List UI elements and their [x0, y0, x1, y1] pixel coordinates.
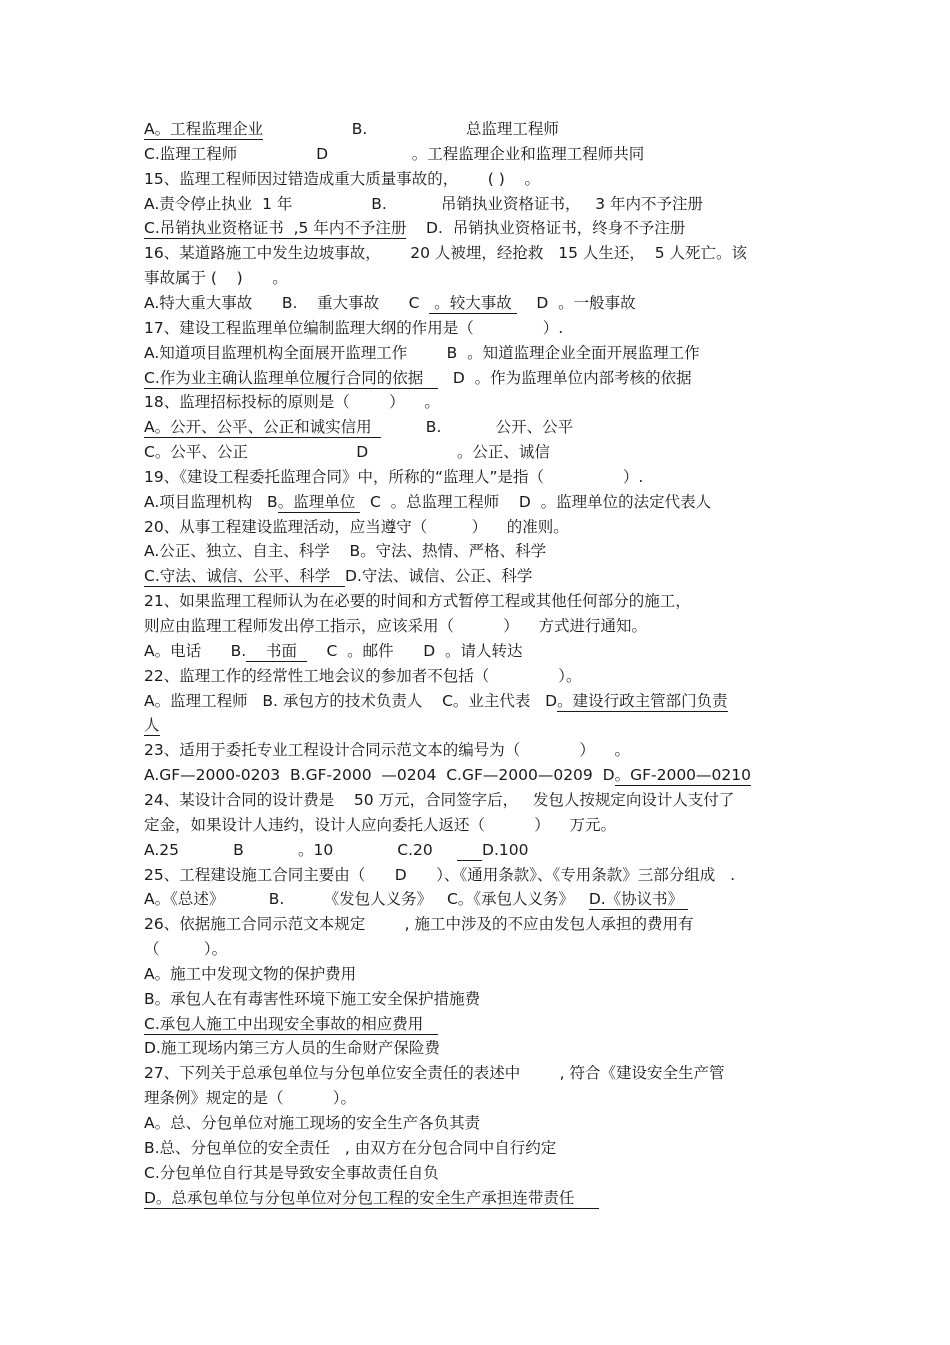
line-text: D. 吊销执业资格证书，终身不予注册 [406, 219, 686, 238]
underlined-answer: C.承包人施工中出现安全事故的相应费用 [144, 1014, 439, 1033]
line-text: D 。一般事故 [516, 293, 636, 312]
underlined-answer: 。监理单位 [277, 492, 361, 511]
text-line [144, 465, 814, 490]
underlined-answer: D。总承包单位与分包单位对分包工程的安全生产承担连带责任 [144, 1188, 600, 1207]
underlined-answer: 书面 [246, 641, 307, 660]
line-text: 17、建设工程监理单位编制监理大纲的作用是（ ）. [144, 318, 564, 337]
text-line [144, 987, 814, 1012]
line-text: 27、下列关于总承包单位与分包单位安全责任的表述中 , 符合《建设安全生产管 [144, 1064, 725, 1083]
text-line [144, 713, 814, 738]
text-line [144, 142, 814, 167]
line-text: 18、监理招标投标的原则是（ ） 。 [144, 393, 440, 412]
text-line [144, 1186, 814, 1211]
line-text: 25、工程建设施工合同主要由（ D ）、《通用条款》、《专用条款》三部分组成 . [144, 865, 735, 884]
line-text: 19、《建设工程委托监理合同》中，所称的“监理人”是指（ ）. [144, 467, 644, 486]
text-line [144, 366, 814, 391]
line-text: 26、依据施工合同示范文本规定 , 施工中涉及的不应由发包人承担的费用有 [144, 915, 694, 934]
underlined-answer: C.吊销执业资格证书 ,5 年内不予注册 [144, 219, 407, 238]
text-line [144, 266, 814, 291]
underlined-answer: 。建设行政主管部门负责 [557, 691, 728, 710]
text-line [144, 1161, 814, 1186]
text-line [144, 689, 814, 714]
text-line [144, 639, 814, 664]
line-text: A.责令停止执业 1 年 B. 吊销执业资格证书， 3 年内不予注册 [144, 194, 704, 213]
line-text: D.施工现场内第三方人员的生命财产保险费 [144, 1039, 440, 1058]
line-text: 理条例》规定的是（ ）。 [144, 1089, 357, 1108]
line-text: B。承包人在有毒害性环境下施工安全保护措施费 [144, 989, 481, 1008]
line-text: A。电话 B. [144, 641, 247, 660]
text-line [144, 1136, 814, 1161]
text-line [144, 515, 814, 540]
text-line [144, 887, 814, 912]
text-line [144, 316, 814, 341]
text-line [144, 241, 814, 266]
text-line [144, 564, 814, 589]
underlined-answer: 。较大事故 [429, 293, 517, 312]
line-text: 22、监理工作的经常性工地会议的参加者不包括（ ）。 [144, 666, 582, 685]
text-line [144, 117, 814, 142]
line-text: D.守法、诚信、公正、科学 [345, 567, 533, 586]
line-text: 则应由监理工程师发出停工指示，应该采用（ ） 方式进行通知。 [144, 617, 647, 635]
line-text: B. 总监理工程师 [263, 120, 559, 138]
text-line [144, 390, 814, 415]
line-text: B.总、分包单位的安全责任 , 由双方在分包合同中自行约定 [144, 1138, 557, 1157]
text-line [144, 813, 814, 838]
underlined-answer: C.作为业主确认监理单位履行合同的依据 [144, 368, 439, 387]
line-text: 16、某道路施工中发生边坡事故， 20 人被埋，经抢救 15 人生还， 5 人死亡。该 [144, 244, 748, 263]
line-text: C 。总监理工程师 D 。监理单位的法定代表人 [360, 492, 712, 511]
text-line [144, 539, 814, 564]
line-text: （ ）。 [144, 940, 228, 959]
line-text: A.项目监理机构 B [144, 492, 278, 511]
text-line [144, 738, 814, 763]
underlined-answer: D.《协议书》 [588, 890, 689, 909]
line-text: C.监理工程师 D 。工程监理企业和监理工程师共同 [144, 144, 645, 163]
text-line [144, 788, 814, 813]
text-line [144, 664, 814, 689]
text-line [144, 614, 814, 639]
line-text: A。总、分包单位对施工现场的安全生产各负其责 [144, 1114, 481, 1132]
text-line [144, 912, 814, 937]
text-line [144, 216, 814, 241]
line-text: A.GF—2000-0203 B.GF-2000 —0204 C.GF—2000—0209 D [144, 766, 615, 785]
line-text: C 。邮件 D 。请人转达 [306, 641, 523, 660]
line-text: 15、监理工程师因过错造成重大质量事故的， ( ) 。 [144, 169, 541, 188]
line-text: 定金，如果设计人违约，设计人应向委托人返还（ ） 万元。 [144, 815, 616, 834]
text-line [144, 589, 814, 614]
line-text: B. 公开、公平 [381, 418, 574, 437]
text-line [144, 490, 814, 515]
text-line [144, 937, 814, 962]
line-text: 24、某设计合同的设计费是 50 万元，合同签字后， 发包人按规定向设计人支付了 [144, 790, 735, 809]
text-line [144, 1086, 814, 1111]
line-text: A。监理工程师 B. 承包方的技术负责人 C。业主代表 D [144, 691, 558, 710]
text-line [144, 1036, 814, 1061]
text-line [144, 1111, 814, 1136]
line-text: A.知道项目监理机构全面展开监理工作 B 。知道监理企业全面开展监理工作 [144, 343, 700, 362]
text-line [144, 1061, 814, 1086]
line-text: A。施工中发现文物的保护费用 [144, 964, 357, 983]
line-text: A.25 B 。10 C.20 [144, 840, 458, 859]
text-line [144, 838, 814, 863]
line-text: D.100 [482, 840, 529, 859]
text-line [144, 440, 814, 465]
line-text: 21、如果监理工程师认为在必要的时间和方式暂停工程或其他任何部分的施工， [144, 592, 691, 611]
underlined-answer [457, 841, 482, 861]
line-text: 23、适用于委托专业工程设计合同示范文本的编号为（ ） 。 [144, 741, 631, 760]
line-text: A。《总述》 B. 《发包人义务》 C。《承包人义务》 [144, 890, 589, 909]
underlined-answer: A。工程监理企业 [144, 120, 264, 138]
underlined-answer: 。GF-2000—0210 [614, 766, 751, 785]
text-line [144, 192, 814, 217]
text-line [144, 962, 814, 987]
underlined-answer: C.守法、诚信、公平、科学 [144, 567, 346, 586]
line-text: A.公正、独立、自主、科学 B。守法、热情、严格、科学 [144, 542, 547, 561]
underlined-answer: 人 [144, 716, 160, 735]
text-line [144, 341, 814, 366]
line-text: 20、从事工程建设监理活动，应当遵守（ ） 的准则。 [144, 517, 569, 536]
line-text: A.特大重大事故 B. 重大事故 C [144, 293, 430, 312]
line-text: C.分包单位自行其是导致安全事故责任自负 [144, 1163, 439, 1182]
line-text: 事故属于 ( ) 。 [144, 269, 288, 288]
text-line [144, 167, 814, 192]
text-line [144, 415, 814, 440]
line-text: D 。作为监理单位内部考核的依据 [438, 368, 692, 387]
text-line [144, 291, 814, 316]
text-line [144, 1012, 814, 1037]
text-line [144, 863, 814, 888]
text-line [144, 763, 814, 788]
line-text: C。公平、公正 D 。公正、诚信 [144, 443, 550, 462]
underlined-answer: A。公开、公平、公正和诚实信用 [144, 418, 382, 437]
